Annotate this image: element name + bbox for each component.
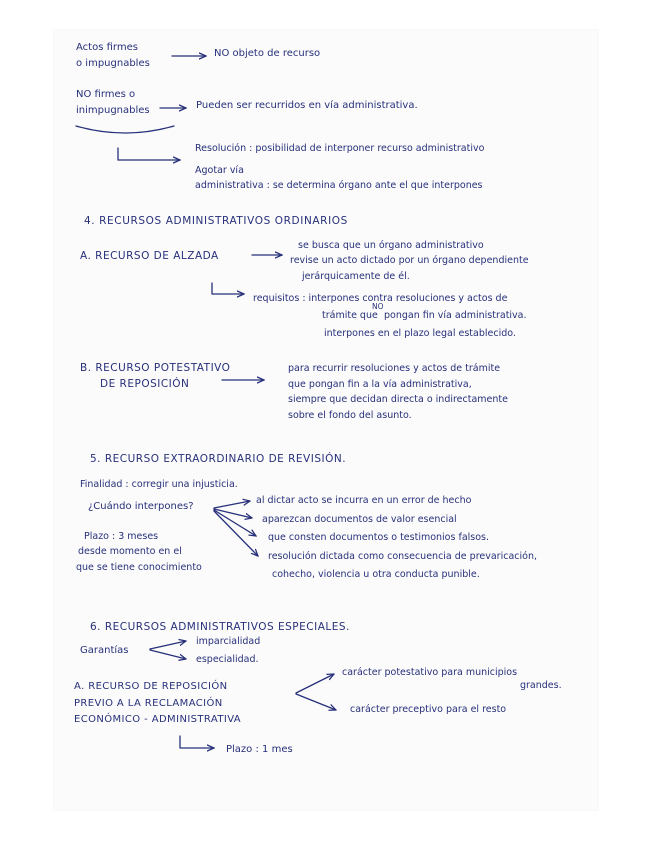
- text-imparcialidad: imparcialidad: [196, 636, 261, 647]
- text-cuando-3: que consten documentos o testimonios falsos.: [268, 532, 490, 543]
- arrow-especialidad: [150, 650, 186, 659]
- text-no-superscript: NO: [372, 302, 384, 311]
- text-cuando-1: al dictar acto se incurra en un error de hecho: [256, 495, 472, 506]
- text-caracter-preceptivo: carácter preceptivo para el resto: [350, 704, 507, 715]
- text-pueden-recurridos: Pueden ser recurridos en vía administrativa.: [196, 100, 418, 111]
- text-agotar-via: Agotar vía: [195, 165, 244, 176]
- text-desde-momento: desde momento en el: [78, 546, 182, 557]
- text-caracter-potestativo: carácter potestativo para municipios: [342, 667, 518, 678]
- text-no-objeto: NO objeto de recurso: [214, 48, 321, 59]
- heading-recurso-reposicion-previo: A. RECURSO DE REPOSICIÓN: [74, 681, 228, 692]
- heading-economico-administrativa: ECONÓMICO - ADMINISTRATIVA: [74, 714, 242, 725]
- text-resolucion: Resolución : posibilidad de interponer recurso administrativo: [195, 143, 485, 154]
- text-cuando-5: cohecho, violencia u otra conducta punible.: [272, 569, 480, 580]
- arrow-potestativo-municipios: [296, 674, 334, 693]
- text-inimpugnables: inimpugnables: [76, 105, 150, 116]
- text-no-firmes: NO firmes o: [76, 89, 136, 100]
- text-conocimiento: que se tiene conocimiento: [76, 562, 202, 573]
- text-potestativo-3: siempre que decidan directa o indirectamente: [288, 394, 508, 405]
- text-cuando-interpones: ¿Cuándo interpones?: [88, 501, 194, 512]
- heading-de-reposicion: DE REPOSICIÓN: [100, 378, 190, 390]
- text-garantias: Garantías: [80, 645, 129, 656]
- text-finalidad: Finalidad : corregir una injusticia.: [80, 479, 238, 490]
- arrow-preceptivo-resto: [296, 694, 336, 710]
- arrow-cuando-1: [214, 501, 250, 508]
- heading-previo-reclamacion: PREVIO A LA RECLAMACIÓN: [74, 698, 223, 709]
- text-potestativo-4: sobre el fondo del asunto.: [288, 410, 412, 421]
- text-cuando-4: resolución dictada como consecuencia de prevaricación,: [268, 551, 537, 562]
- heading-section-5: 5. RECURSO EXTRAORDINARIO DE REVISIÓN.: [90, 453, 347, 465]
- text-cuando-2: aparezcan documentos de valor esencial: [262, 514, 457, 525]
- arrow-plazo-1-mes: [180, 736, 214, 748]
- text-potestativo-1: para recurrir resoluciones y actos de trámite: [288, 363, 501, 374]
- text-plazo-1-mes: Plazo : 1 mes: [226, 744, 293, 755]
- heading-recurso-alzada: A. RECURSO DE ALZADA: [80, 250, 219, 262]
- text-grandes: grandes.: [520, 680, 562, 691]
- heading-section-4: 4. RECURSOS ADMINISTRATIVOS ORDINARIOS: [84, 215, 348, 227]
- text-especialidad: especialidad.: [196, 654, 259, 665]
- text-actos-firmes: Actos firmes: [76, 42, 138, 53]
- text-alzada-1: se busca que un órgano administrativo: [298, 240, 484, 251]
- text-alzada-3: jerárquicamente de él.: [302, 271, 410, 282]
- text-plazo-3-meses: Plazo : 3 meses: [84, 531, 159, 542]
- text-potestativo-2: que pongan fin a la vía administrativa,: [288, 379, 472, 390]
- text-alzada-2: revise un acto dictado por un órgano dependiente: [290, 255, 529, 266]
- heading-recurso-potestativo: B. RECURSO POTESTATIVO: [80, 362, 231, 374]
- arrow-resolucion: [118, 148, 180, 160]
- arrow-requisitos: [212, 283, 244, 294]
- underline-curve: [76, 126, 174, 133]
- text-plazo-legal: interpones en el plazo legal establecido.: [324, 328, 516, 339]
- text-requisitos: requisitos : interpones contra resoluciones y actos de: [253, 293, 508, 304]
- text-impugnables: o impugnables: [76, 58, 150, 69]
- text-administrativa-organo: administrativa : se determina órgano ante el que interpones: [195, 180, 483, 191]
- arrow-imparcialidad: [150, 641, 186, 649]
- text-tramite-que: trámite que: [322, 310, 378, 321]
- text-pongan-fin: pongan fin vía administrativa.: [384, 310, 527, 321]
- heading-section-6: 6. RECURSOS ADMINISTRATIVOS ESPECIALES.: [90, 621, 350, 633]
